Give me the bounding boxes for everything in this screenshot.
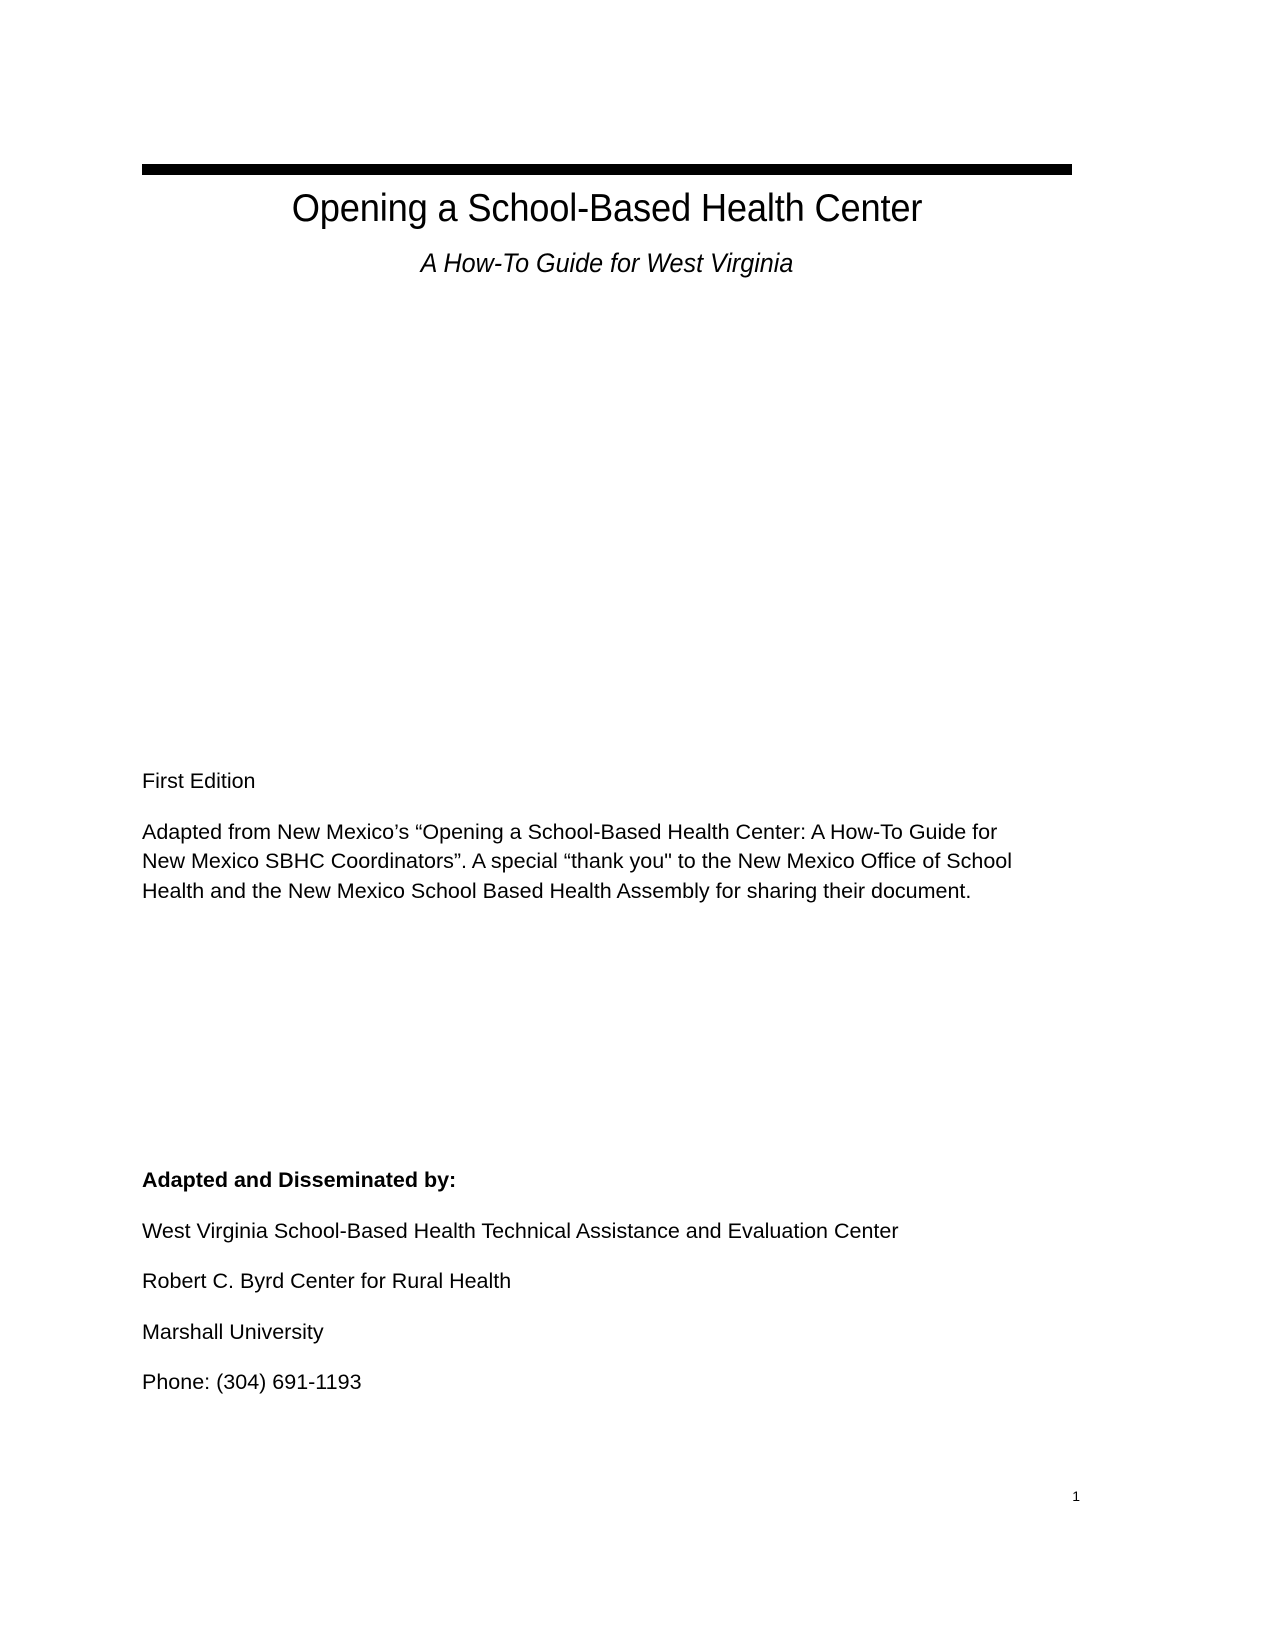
publisher-center: Robert C. Byrd Center for Rural Health	[142, 1269, 512, 1293]
adaptation-note	[142, 818, 1047, 907]
page-number: 1	[1072, 1488, 1080, 1504]
title-block	[142, 186, 1072, 280]
publisher-heading: Adapted and Disseminated by:	[142, 1168, 457, 1192]
page-subtitle: A How-To Guide for West Virginia	[420, 248, 794, 278]
adaptation-note-line-2: New Mexico SBHC Coordinators”. A special “thank you" to the New Mexico Office of School	[142, 849, 1013, 873]
publisher-university: Marshall University	[142, 1319, 324, 1344]
front-matter-body	[142, 767, 1047, 906]
page-title: Opening a School-Based Health Center	[291, 187, 923, 230]
adaptation-note-line-3: Health and the New Mexico School Based Health Assembly for sharing their document.	[142, 878, 972, 903]
header-rule	[142, 164, 1072, 175]
adaptation-note-line-1: Adapted from New Mexico’s “Opening a School-Based Health Center: A How-To Guide for	[142, 819, 998, 844]
publisher-block	[142, 1166, 1047, 1398]
edition-label: First Edition	[142, 769, 256, 793]
publisher-phone: Phone: (304) 691-1193	[142, 1370, 362, 1394]
publisher-organization: West Virginia School-Based Health Technical Assistance and Evaluation Center	[142, 1218, 899, 1243]
